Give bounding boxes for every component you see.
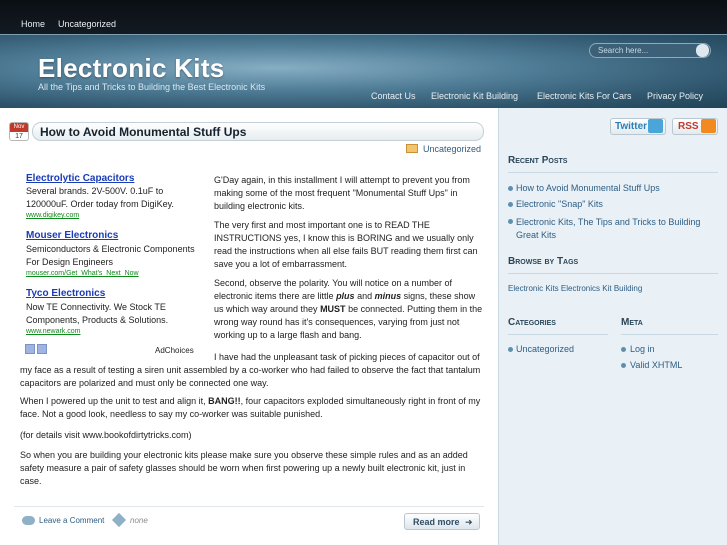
ad-title-3[interactable]: Tyco Electronics <box>26 288 106 299</box>
categories-divider <box>508 334 608 335</box>
category-uncategorized[interactable]: Uncategorized <box>516 344 575 354</box>
recent-post-1[interactable]: How to Avoid Monumental Stuff Ups <box>516 183 660 193</box>
site-tagline: All the Tips and Tricks to Building the Best Electronic Kits <box>38 82 266 92</box>
top-nav-uncategorized[interactable]: Uncategorized <box>58 19 117 29</box>
arrow-right-icon: ➜ <box>465 517 473 527</box>
twitter-button[interactable]: Twitter <box>610 118 666 135</box>
tag-cloud[interactable]: Electronic Kits Electronics Kit Building <box>508 284 643 293</box>
bullet-icon <box>508 347 513 352</box>
categories-heading: Categories <box>508 317 556 328</box>
bullet-icon <box>508 202 513 207</box>
site-title[interactable]: Electronic Kits <box>38 53 225 83</box>
ad-text-1: Several brands. 2V-500V. 0.1uF to 120000uF. Order today from DigiKey. <box>26 186 174 209</box>
leave-comment-link[interactable]: Leave a Comment <box>39 516 105 525</box>
tag-icon <box>112 513 126 527</box>
ad-url-3[interactable]: www.newark.com <box>26 328 81 335</box>
post-date-month: Nov <box>10 123 28 132</box>
twitter-icon[interactable] <box>648 119 663 133</box>
rss-icon[interactable] <box>701 119 716 133</box>
top-nav-bar <box>0 0 727 34</box>
recent-posts-divider <box>508 172 718 173</box>
calendar-icon <box>9 122 29 141</box>
ad-text-2: Semiconductors & Electronic Components For Design Engineers <box>26 244 195 267</box>
bullet-icon <box>621 347 626 352</box>
post-paragraph-4: I have had the unpleasant task of picking pieces of capacitor out of my face as a result of testing a siren unit assembled by a co-worker who had failed to observe the fact that tantalum capacitors are polarized and must only be connected one way. <box>20 352 481 388</box>
nav-electronic-kits-for-cars[interactable]: Electronic Kits For Cars <box>537 91 632 101</box>
ad-choices-label[interactable]: AdChoices <box>155 346 194 355</box>
ad-title-2[interactable]: Mouser Electronics <box>26 230 119 241</box>
bullet-icon <box>508 186 513 191</box>
comment-icon <box>22 516 35 525</box>
ad-url-1[interactable]: www.digikey.com <box>26 212 80 219</box>
nav-privacy-policy[interactable]: Privacy Policy <box>647 91 704 101</box>
post-title-bar <box>32 122 484 141</box>
ad-title-1[interactable]: Electrolytic Capacitors <box>26 173 135 184</box>
search-input[interactable]: Search here... <box>589 43 711 58</box>
ad-url-2[interactable]: mouser.com/Get_What's_Next_Now <box>26 270 139 277</box>
post-paragraph-6: (for details visit www.bookofdirtytricks.com) <box>20 430 192 440</box>
nav-electronic-kit-building[interactable]: Electronic Kit Building <box>431 91 519 101</box>
recent-posts-heading: Recent Posts <box>508 155 568 166</box>
post-tags: none <box>130 516 148 525</box>
read-more-button[interactable]: Read more <box>404 513 480 530</box>
ad-text-3: Now TE Connectivity. We Stock TE Components, Products & Solutions. <box>26 302 169 325</box>
meta-valid-xhtml[interactable]: Valid XHTML <box>630 360 683 370</box>
post-footer-divider <box>14 506 484 507</box>
bullet-icon <box>508 219 513 224</box>
recent-post-2[interactable]: Electronic "Snap" Kits <box>516 199 603 209</box>
post-paragraph-1: G'Day again, in this installment I will attempt to prevent you from making some of the most frequent "Monumental Stuff Ups" in building electronic kits. <box>214 175 470 211</box>
post-paragraph-5: When I powered up the unit to test and align it, BANG!!, four capacitors exploded simultaneously right in front of my face. Not a good look, needless to say my co-worker was suitable punished. <box>20 396 481 419</box>
meta-log-in[interactable]: Log in <box>630 344 655 354</box>
folder-icon <box>406 144 418 153</box>
meta-divider <box>621 334 718 335</box>
post-paragraph-7: So when you are building your electronic kits please make sure you observe these simple rules and as an added safety measure a pair of safety glasses should be worn when first powering up a newly built electronic kit, just in case. <box>20 450 468 486</box>
post-paragraph-3: Second, observe the polarity. You will notice on a number of electronic items there are little plus and minus signs, these show us which way around they MUST be connected. Putting them in the wrong way round has it's consequences, varying from just not working up to a large flash and bang. <box>214 278 483 340</box>
meta-heading: Meta <box>621 317 643 328</box>
post-date-day: 17 <box>15 133 23 140</box>
top-nav-home[interactable]: Home <box>21 19 46 29</box>
main-content <box>0 108 498 545</box>
rss-button[interactable]: RSS <box>672 118 718 135</box>
post-category-link[interactable]: Uncategorized <box>423 144 482 154</box>
post-paragraph-2: The very first and most important one is to READ THE INSTRUCTIONS yes, I know this is BORING and we usually only read the instructions when all else fails BUT reading them first can save you a lot of embarrassment. <box>214 220 478 269</box>
post-title[interactable]: How to Avoid Monumental Stuff Ups <box>40 125 247 139</box>
recent-post-3[interactable]: Electronic Kits, The Tips and Tricks to Building Great Kits <box>516 217 701 240</box>
search-icon[interactable] <box>696 44 709 57</box>
tags-divider <box>508 273 718 274</box>
nav-contact-us[interactable]: Contact Us <box>371 91 416 101</box>
browse-by-tags-heading: Browse by Tags <box>508 256 579 267</box>
site-header <box>0 34 727 108</box>
bullet-icon <box>621 363 626 368</box>
